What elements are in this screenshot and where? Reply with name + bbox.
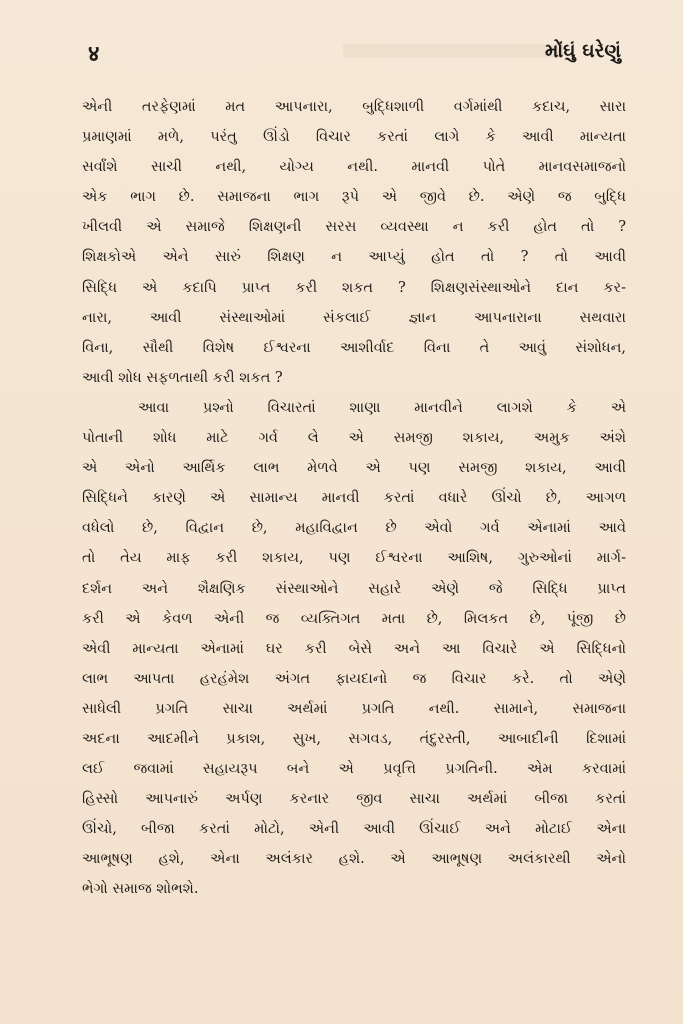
text-line: સર્વાંશે સાચી નથી, યોગ્ય નથી. માનવી પોતે માનવસમાજનો xyxy=(82,159,626,176)
running-title: મોંઘું ઘરેણું xyxy=(545,40,621,62)
text-line: પ્રમાણમાં મળે, પરંતુ ઊંડો વિચાર કરતાં લાગે કે આવી માન્યતા xyxy=(82,129,626,146)
text-line: સિદ્ધિ એ કદાપિ પ્રાપ્ત કરી શકત ? શિક્ષણસંસ્થાઓને દાન કર- xyxy=(82,279,626,296)
show-through-mark xyxy=(343,44,563,58)
body-text xyxy=(82,92,626,905)
text-line: અદના આદમીને પ્રકાશ, સુખ, સગવડ, તંદુરસ્તી, આબાદીની દિશામાં xyxy=(82,730,626,747)
text-line: આભૂષણ હશે, એના અલંકાર હશે. એ આભૂષણ અલંકારથી એનો xyxy=(82,851,626,868)
text-line: સાધેલી પ્રગતિ સાચા અર્થમાં પ્રગતિ નથી. સામાને, સમાજના xyxy=(82,700,626,717)
text-line: દર્શન અને શૈક્ષણિક સંસ્થાઓને સહારે એણે જે સિદ્ધિ પ્રાપ્ત xyxy=(82,580,626,597)
text-line: આવા પ્રશ્નો વિચારતાં શાણા માનવીને લાગશે કે એ xyxy=(138,399,626,416)
text-line: તો તેય માફ કરી શકાય, પણ ઈશ્વરના આશિષ, ગુરુઓનાં માર્ગ- xyxy=(82,550,626,567)
text-line: શિક્ષકોએ એને સારું શિક્ષણ ન આપ્યું હોત તો ? તો આવી xyxy=(82,249,626,266)
page-number: ४ xyxy=(88,41,101,67)
text-line: વધેલો છે, વિદ્વાન છે, મહાવિદ્વાન છે એવો ગર્વ એનામાં આવે xyxy=(82,520,626,537)
text-line: ભેગો સમાજ શોભશે. xyxy=(82,881,199,898)
text-line: પોતાની શોધ માટે ગર્વ લે એ સમજી શકાય, અમુક અંશે xyxy=(82,430,626,447)
text-line: સિદ્ધિને કારણે એ સામાન્ય માનવી કરતાં વધારે ઊંચો છે, આગળ xyxy=(82,490,626,507)
text-line: કરી એ કેવળ એની જ વ્યક્તિગત મતા છે, મિલકત છે, પૂંજી છે xyxy=(82,610,626,627)
text-line: એની તરફેણમાં મત આપનારા, બુદ્ધિશાળી વર્ગમાંથી કદાચ, સારા xyxy=(82,99,626,115)
text-line: ખીલવી એ સમાજે શિક્ષણની સરસ વ્યવસ્થા ન કરી હોત તો ? xyxy=(82,219,626,236)
text-line: વિના, સૌથી વિશેષ ઈશ્વરના આશીર્વાદ વિના તે આવું સંશોધન, xyxy=(82,339,626,356)
text-line: લઈ જવામાં સહાયરૂપ બને એ પ્રવૃત્તિ પ્રગતિની. એમ કરવામાં xyxy=(82,761,626,778)
text-line: એ એનો આર્થિક લાભ મેળવે એ પણ સમજી શકાય, આવી xyxy=(82,460,626,477)
text-line: એક ભાગ છે. સમાજના ભાગ રૂપે એ જીવે છે. એણે જ બુદ્ધિ xyxy=(82,189,626,206)
text-line: હિસ્સો આપનારું અર્પણ કરનાર જીવ સાચા અર્થમાં બીજા કરતાં xyxy=(82,791,626,808)
text-line: લાભ આપતા હરહંમેશ અંગત ફાયદાનો જ વિચાર કરે. તો એણે xyxy=(82,670,626,687)
text-line: નારા, આવી સંસ્થાઓમાં સંકલાઈ જ્ઞાન આપનારાના સથવારા xyxy=(82,309,626,326)
text-line: એવી માન્યતા એનામાં ઘર કરી બેસે અને આ વિચારે એ સિદ્ધિનો xyxy=(82,640,626,657)
text-line: ઊંચો, બીજા કરતાં મોટો, એની આવી ઊંચાઈ અને મોટાઈ એના xyxy=(82,821,626,838)
text-line: આવી શોધ સફળતાથી કરી શકત ? xyxy=(82,369,283,386)
